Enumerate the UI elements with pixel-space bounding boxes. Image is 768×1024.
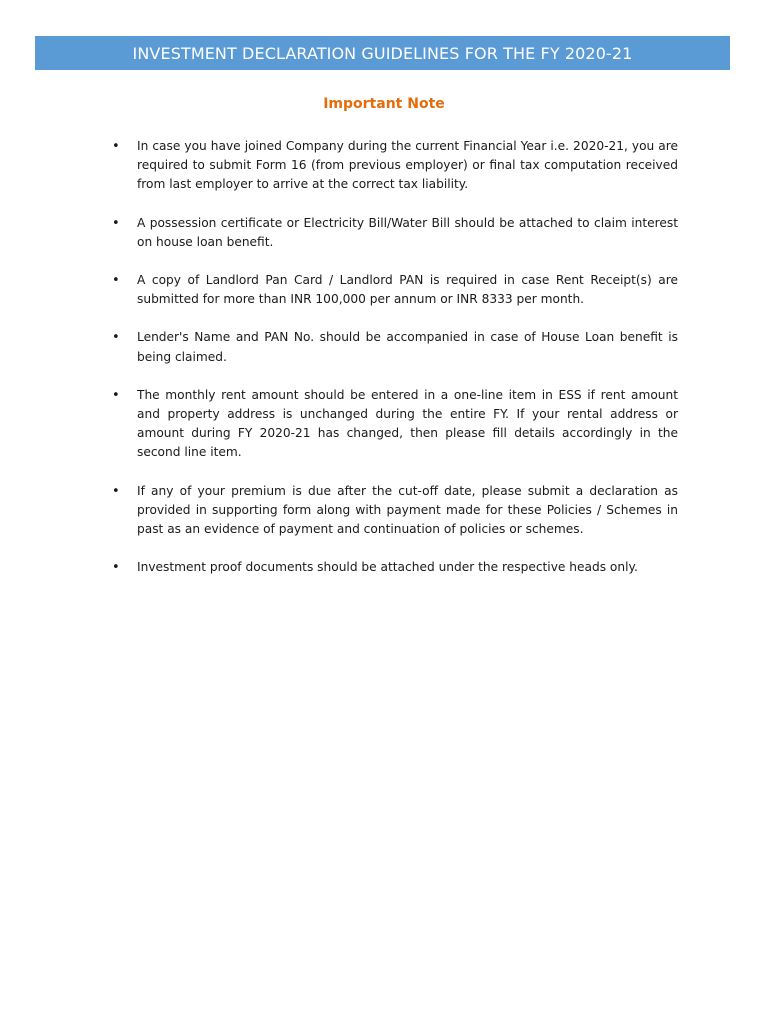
guideline-item-premium-due (112, 482, 678, 540)
header-bar (35, 36, 730, 70)
guidelines-list (112, 137, 678, 577)
bullet-icon: • (112, 273, 120, 289)
guideline-item-landlord-pan (112, 271, 678, 309)
guideline-text: The monthly rent amount should be entered in a one-line item in ESS if rent amount and property address is unchanged during the entire FY. If your rental address or amount during FY 2020-21 has changed, then please fill details accordingly in the second line item. (137, 387, 678, 460)
guideline-item-lender-details (112, 328, 678, 366)
guideline-text: A possession certificate or Electricity Bill/Water Bill should be attached to claim interest on house loan benefit. (137, 215, 678, 249)
guideline-text: In case you have joined Company during the current Financial Year i.e. 2020-21, you are required to submit Form 16 (from previous employer) or final tax computation received from last employer to arrive at the correct tax liability. (137, 139, 678, 192)
guideline-text: Lender's Name and PAN No. should be accompanied in case of House Loan benefit is being claimed. (137, 330, 678, 364)
bullet-icon: • (112, 215, 120, 231)
bullet-icon: • (112, 387, 120, 403)
bullet-icon: • (112, 139, 120, 154)
bullet-icon: • (112, 330, 120, 346)
guideline-text: A copy of Landlord Pan Card / Landlord PAN is required in case Rent Receipt(s) are submitted for more than INR 100,000 per annum or INR 8333 per month. (137, 273, 678, 307)
guideline-item-form16 (112, 137, 678, 195)
bullet-icon: • (112, 483, 120, 499)
bullet-icon: • (112, 560, 120, 576)
important-note-heading: Important Note (323, 96, 445, 112)
guideline-item-possession-certificate (112, 214, 678, 252)
guideline-text: If any of your premium is due after the cut-off date, please submit a declaration as provided in supporting form along with payment made for these Policies / Schemes in past as an evidence of payment and continuation of policies or schemes. (137, 483, 678, 537)
page-title: INVESTMENT DECLARATION GUIDELINES FOR THE FY 2020-21 (132, 43, 633, 63)
guideline-item-investment-proof (112, 558, 678, 577)
guideline-text: Investment proof documents should be attached under the respective heads only. (137, 560, 638, 575)
guideline-item-monthly-rent (112, 386, 678, 463)
